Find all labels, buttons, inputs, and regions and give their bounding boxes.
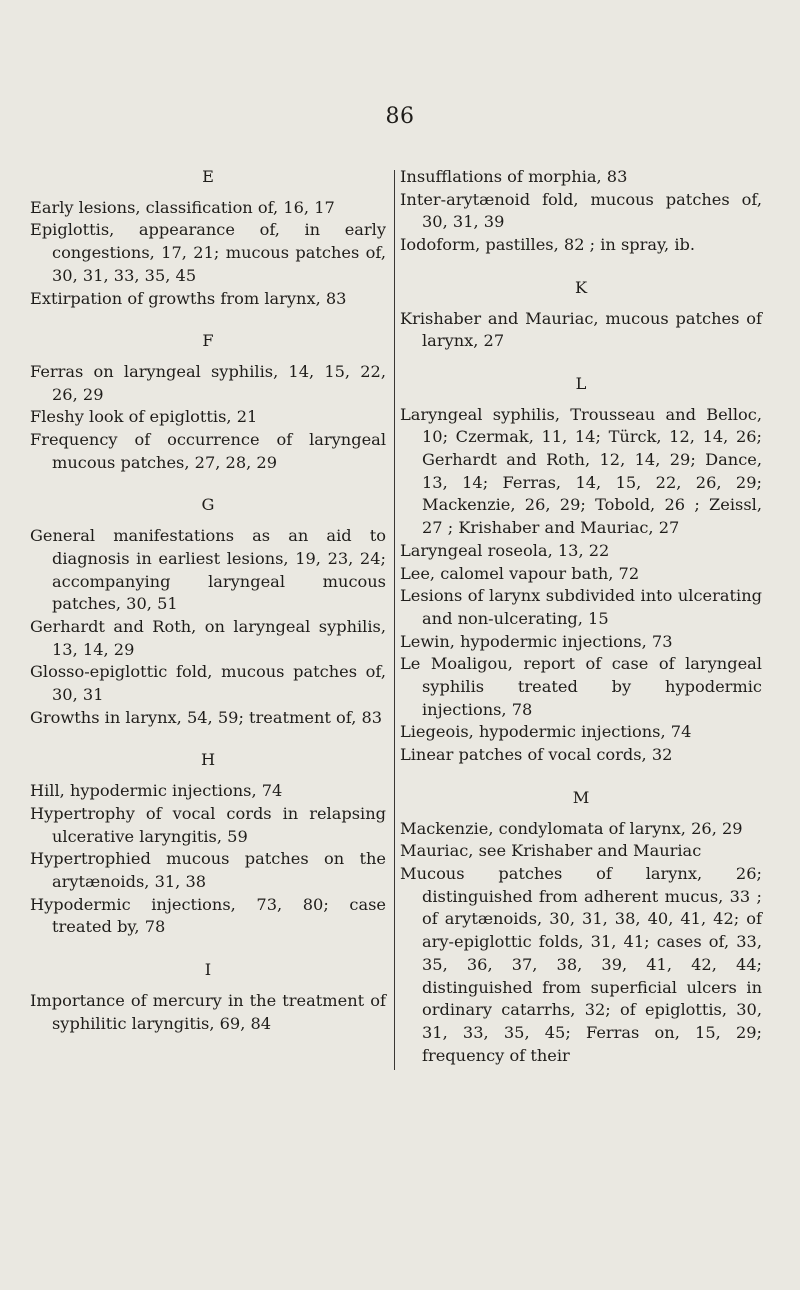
index-entry: Lewin, hypodermic injections, 73 <box>400 631 673 651</box>
index-column-right <box>400 166 762 1067</box>
index-entry: Linear patches of vocal cords, 32 <box>400 745 673 765</box>
index-entry: Hypodermic injections, 73, 80; case treated by, 78 <box>30 894 386 937</box>
index-entry: Laryngeal roseola, 13, 22 <box>400 540 610 560</box>
index-letter-heading: H <box>200 750 216 770</box>
column-divider <box>394 170 395 1070</box>
index-entry: Iodoform, pastilles, 82 ; in spray, ib. <box>400 235 696 255</box>
index-letter-heading: F <box>202 331 214 351</box>
index-entry: Lesions of larynx subdivided into ulcerating and non-ulcerating, 15 <box>400 586 762 628</box>
index-entry: General manifestations as an aid to diagnosis in earliest lesions, 19, 23, 24; accompanying laryngeal mucous patches, 30, 51 <box>30 526 386 614</box>
page-number: 86 <box>385 104 415 129</box>
index-column-left <box>30 166 386 1035</box>
index-entry: Epiglottis, appearance of, in early congestions, 17, 21; mucous patches of, 30, 31, 33, 35, 45 <box>30 220 386 285</box>
index-entry: Gerhardt and Roth, on laryngeal syphilis, 13, 14, 29 <box>30 616 386 659</box>
index-entry: Hypertrophied mucous patches on the arytænoids, 31, 38 <box>30 849 386 891</box>
index-entry: Hill, hypodermic injections, 74 <box>30 781 283 801</box>
index-entry: Liegeois, hypodermic injections, 74 <box>400 722 692 742</box>
index-entry: Growths in larynx, 54, 59; treatment of, 83 <box>30 707 383 727</box>
index-letter-heading: I <box>204 960 212 980</box>
index-entry: Fleshy look of epiglottis, 21 <box>30 407 258 427</box>
index-entry: Mucous patches of larynx, 26; distinguished from adherent mucus, 33 ; of arytænoids, 30, 31, 38, 40, 41, 42; of ary-epiglottic folds, 31, 41; cases of, 33, 35, 36, 37, 38, 39, 41, 42, 44; distinguished from superficial ulcers in ordinary catarrhs, 32; of epiglottis, 30, 31, 33, 35, 45; Ferras on, 15, 29; frequency of their <box>400 863 762 1065</box>
index-entry: Krishaber and Mauriac, mucous patches of larynx, 27 <box>400 308 762 351</box>
index-entry: Insufflations of morphia, 83 <box>400 167 628 186</box>
index-letter-heading: L <box>575 373 587 393</box>
index-entry: Mauriac, see Krishaber and Mauriac <box>400 841 702 861</box>
index-entry: Laryngeal syphilis, Trousseau and Belloc, 10; Czermak, 11, 14; Türck, 12, 14, 26; Gerhardt and Roth, 12, 14, 29; Dance, 13, 14; Ferras, 14, 15, 22, 26, 29; Mackenzie, 26, 29; Tobold, 26 ; Zeissl, 27 ; Krishaber and Mauriac, 27 <box>400 404 762 538</box>
index-entry: Le Moaligou, report of case of laryngeal syphilis treated by hypodermic injections, 78 <box>400 654 762 719</box>
index-entry: Hypertrophy of vocal cords in relapsing ulcerative laryngitis, 59 <box>30 803 386 846</box>
index-entry: Lee, calomel vapour bath, 72 <box>400 563 640 583</box>
index-letter-heading: E <box>202 167 214 186</box>
index-entry: Inter-arytænoid fold, mucous patches of, 30, 31, 39 <box>400 189 762 232</box>
index-entry: Mackenzie, condylomata of larynx, 26, 29 <box>400 818 743 838</box>
index-entry: Early lesions, classification of, 16, 17 <box>30 197 335 217</box>
index-entry: Extirpation of growths from larynx, 83 <box>30 288 347 308</box>
index-entry: Frequency of occurrence of laryngeal mucous patches, 27, 28, 29 <box>30 430 386 472</box>
index-letter-heading: G <box>201 495 215 515</box>
index-entry: Importance of mercury in the treatment of syphilitic laryngitis, 69, 84 <box>30 990 386 1033</box>
index-letter-heading: K <box>574 277 588 297</box>
index-entry: Ferras on laryngeal syphilis, 14, 15, 22, 26, 29 <box>30 361 386 404</box>
index-letter-heading: M <box>572 787 590 807</box>
index-entry: Glosso-epiglottic fold, mucous patches of, 30, 31 <box>30 662 386 705</box>
